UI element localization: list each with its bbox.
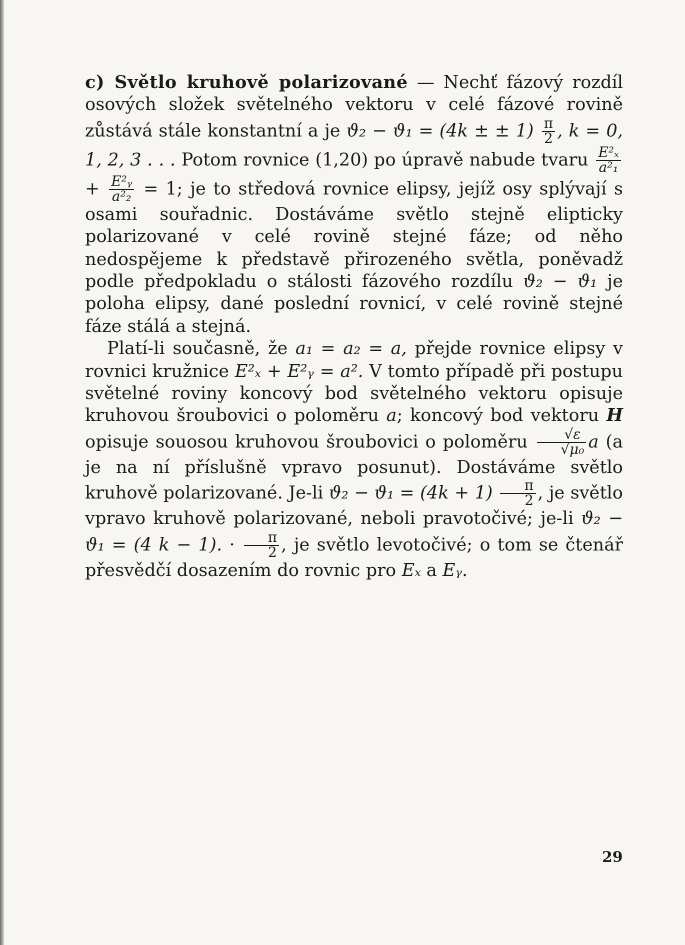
page-number: 29 [602, 848, 623, 866]
section-heading: c) Světlo kruhově polarizované [85, 72, 408, 93]
equation-right: ϑ₂ − ϑ₁ = (4k + 1) [328, 483, 493, 504]
page-edge [0, 0, 4, 945]
body-text [85, 72, 623, 582]
equation-phase: ϑ₂ − ϑ₁ = (4k ± ± 1) [346, 121, 534, 142]
fraction-sqrt-eps-mu: $\frac{√\varepsilon}{\text{√μ₀}}$ [537, 428, 587, 457]
equation-circle: E²ₓ + E²ᵧ = a². [234, 361, 364, 382]
fraction-ey: $\frac{\text{E²ᵧ}}{\text{a²₂}}$ [111, 173, 133, 205]
equation-left: ϑ₂ − ϑ₁ = (4 k − 1). [85, 509, 623, 556]
paragraph-1: c) Světlo kruhově polarizované — Nechť fázový rozdíl osových složek světelného vektoru v celé fázové rovině zůstává stále konstantní a je ϑ₂ − ϑ₁ = (4k ± ± 1) $\frac{\pi}{2}$ , k = 0, 1, 2, 3 . . . Potom rovnice (1,20) po úpravě nabude tvaru $\frac{\text{E²ₓ}}{\text{a²₁}}$ + $\frac{\text{E²ᵧ}}{\text{a²₂}}$ = 1; je to středová rovnice elipsy, jejíž osy splývají s osami souřadnic. Dostáváme světlo stejně elipticky polarizované v celé rovině stejné fáze; od něho nedospějeme k představě přirozeného světla, poněvadž podle předpokladu o stálosti fázového rozdílu ϑ₂ − ϑ₁ je poloha elipsy, dané poslední rovnicí, v celé rovině stejné fáze stálá a stejná. [85, 72, 624, 337]
fraction-pi-half: $\frac{\pi}{2}$ [543, 115, 554, 147]
fraction-pi-half-2: $\frac{\pi}{2}$ [500, 479, 535, 508]
fraction-pi-half-3: $\frac{\pi}{2}$ [244, 531, 279, 560]
fraction-ex: $\frac{\text{E²ₓ}}{\text{a²₁}}$ [598, 144, 619, 176]
paragraph-2: Platí-li současně, že a₁ = a₂ = a, přejde rovnice elipsy v rovnici kružnice E²ₓ + E²ᵧ = a². V tomto případě při postupu světelné roviny koncový bod světelného vektoru opisuje kruhovou šroubovici o poloměru a; koncový bod vektoru H opisuje souosou kruhovou šroubovici o poloměru $\frac{√\varepsilon}{\text{√μ₀}}$ a (a je na ní příslušně vpravo posunut). Dostáváme světlo kruhově polarizované. Je-li ϑ₂ − ϑ₁ = (4k + 1) $\frac{\pi}{2}$ , je světlo vpravo kruhově polarizované, neboli pravotočivé; je-li ϑ₂ − ϑ₁ = (4 k − 1). · $\frac{\pi}{2}$ , je světlo levotočivé; o tom se čtenář přesvědčí dosazením do rovnic pro Eₓ a Eᵧ. [85, 339, 623, 581]
